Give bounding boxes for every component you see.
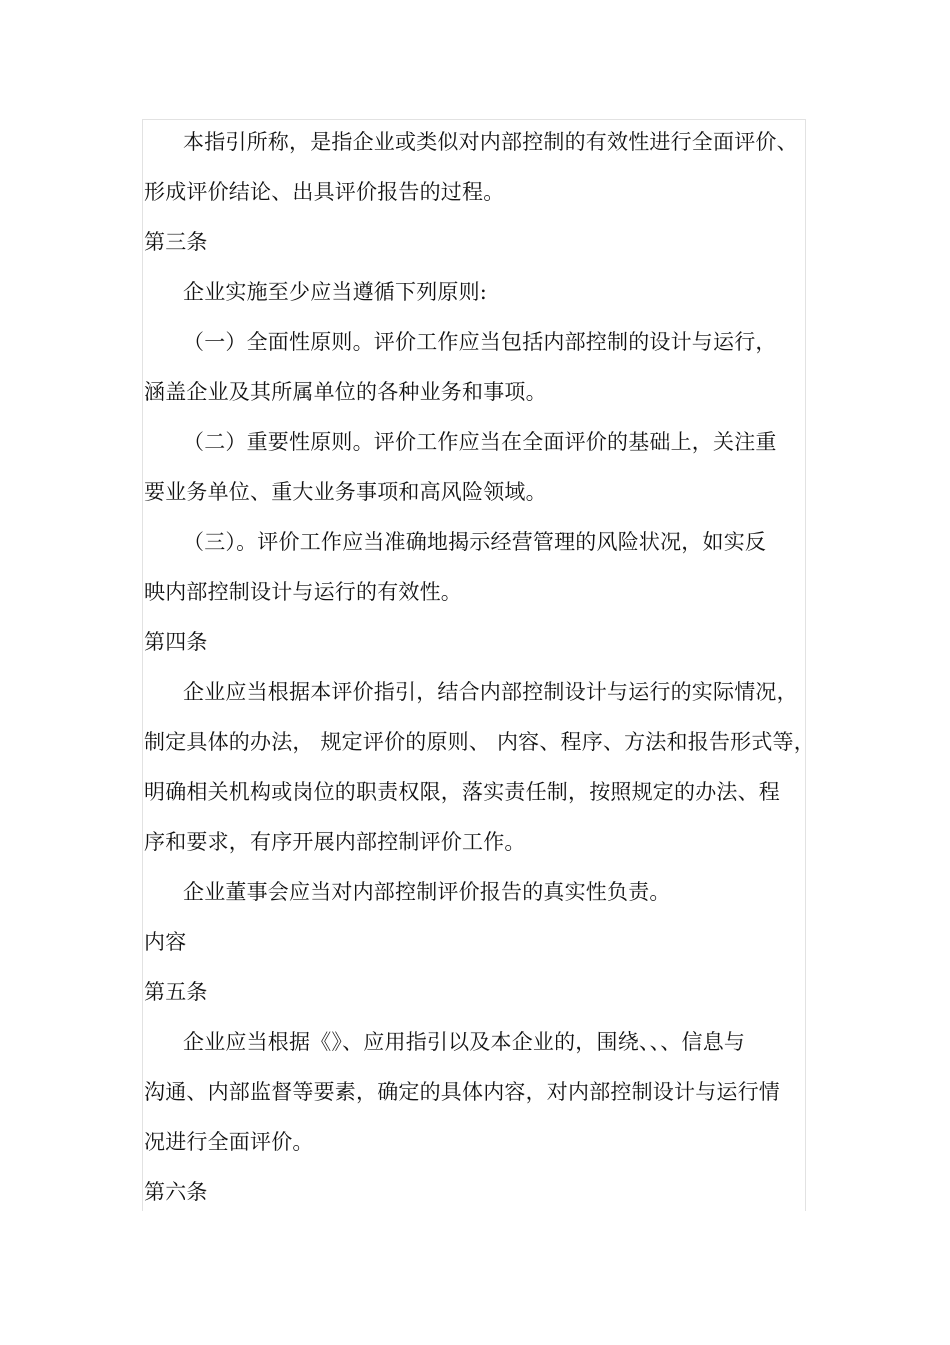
body-text-line: 映内部控制设计与运行的有效性。 xyxy=(144,580,462,604)
body-text-line: 企业应当根据《》、应用指引以及本企业的，围绕、、、信息与 xyxy=(183,1030,746,1054)
body-text-line: 涵盖企业及其所属单位的各种业务和事项。 xyxy=(144,380,547,404)
list-item-line: （三）。评价工作应当准确地揭示经营管理的风险状况，如实反 xyxy=(183,530,767,554)
body-text-line: 形成评价结论、出具评价报告的过程。 xyxy=(144,180,505,204)
body-text-line: 制定具体的办法， 规定评价的原则、 内容、程序、方法和报告形式等， xyxy=(144,730,815,754)
article-heading: 第四条 xyxy=(144,630,208,654)
body-text-line: 企业实施至少应当遵循下列原则: xyxy=(183,280,488,304)
article-heading: 第五条 xyxy=(144,980,208,1004)
body-text-line: 本指引所称，是指企业或类似对内部控制的有效性进行全面评价、 xyxy=(183,130,798,154)
body-text-line: 序和要求，有序开展内部控制评价工作。 xyxy=(144,830,526,854)
body-text-line: 要业务单位、重大业务事项和高风险领域。 xyxy=(144,480,547,504)
body-text-line: 况进行全面评价。 xyxy=(144,1130,314,1154)
body-text-line: 沟通、内部监督等要素，确定的具体内容，对内部控制设计与运行情 xyxy=(144,1080,780,1104)
body-text-line: 企业董事会应当对内部控制评价报告的真实性负责。 xyxy=(183,880,671,904)
list-item-line: （一）全面性原则。评价工作应当包括内部控制的设计与运行， xyxy=(183,330,777,354)
list-item-line: （二）重要性原则。评价工作应当在全面评价的基础上，关注重 xyxy=(183,430,777,454)
article-heading: 第三条 xyxy=(144,230,208,254)
body-text-line: 明确相关机构或岗位的职责权限，落实责任制，按照规定的办法、程 xyxy=(144,780,780,804)
section-heading: 内容 xyxy=(144,930,187,954)
article-heading: 第六条 xyxy=(144,1180,208,1204)
body-text-line: 企业应当根据本评价指引，结合内部控制设计与运行的实际情况， xyxy=(183,680,798,704)
